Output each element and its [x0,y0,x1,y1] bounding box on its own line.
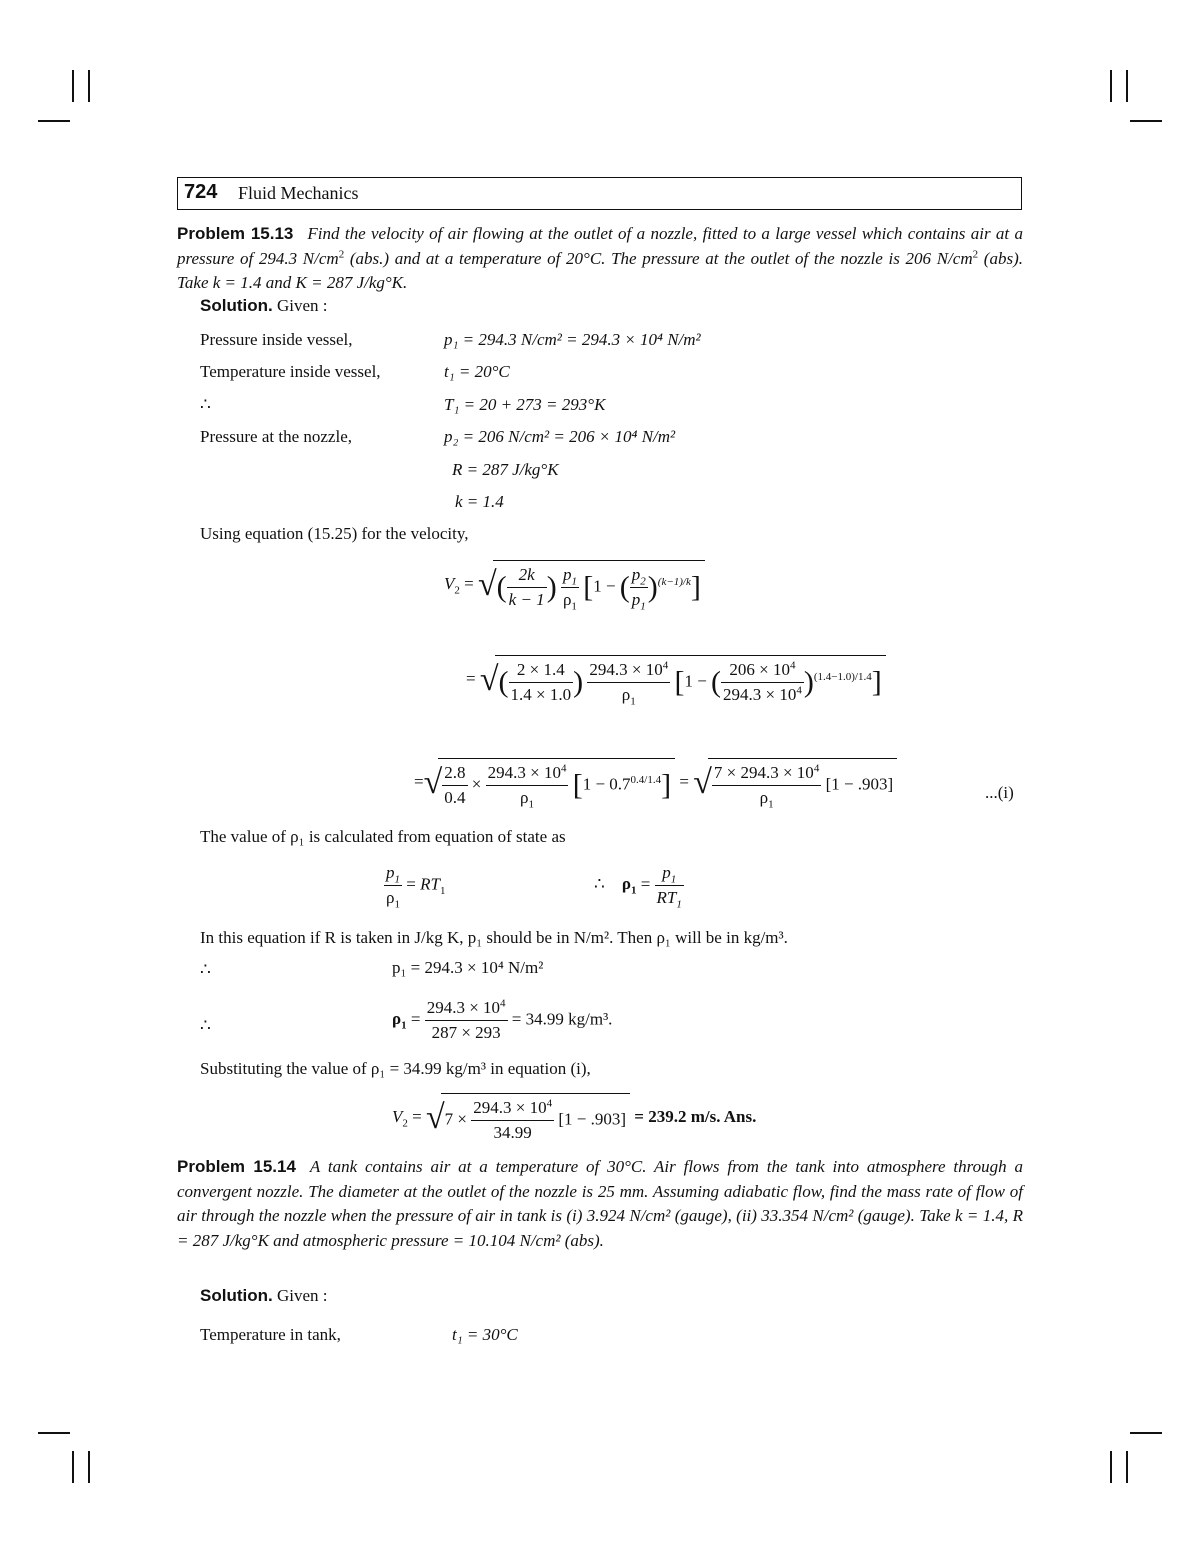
problem-15-14-statement [177,1155,1023,1253]
given-label: Given : [276,1286,328,1305]
temperature-label: Temperature in tank, [200,1325,341,1344]
given-value-0: p₁ = 294.3 N/cm² = 294.3 × 10⁴ N/m² [444,330,701,349]
given-label: Given : [276,296,328,315]
given-label-0: Pressure inside vessel, [200,330,353,349]
crop-mark [38,1432,70,1434]
statement-text: A tank contains air at a temperature of 30°C. Air flows from the tank into atmosphere through a convergent nozzle. The diameter at the outlet of the nozzle is 25 mm. Assuming adiabatic flow, find the mass rate of flow of air through the nozzle when the pressure of air in tank is (i) 3.924 N/cm² (gauge), (ii) 33.354 N/cm² (gauge). Take k = 1.4, R = 287 J/kg°K and atmospheric pressure = 10.104 N/cm² (abs). [177,1157,1023,1250]
density-result: = 34.99 kg/m³. [511,1009,613,1029]
therefore-symbol: ∴ [200,1016,211,1035]
crop-mark [1126,70,1128,102]
crop-mark [1130,1432,1162,1434]
crop-mark [38,120,70,122]
equation-of-state: $\frac{p_1}{\rho_1}$ = $RT_1$ [386,863,446,911]
solution-heading [200,1286,328,1306]
statement-part: Find the velocity of air flowing at the outlet of a nozzle, fitted to a large vessel which contains air at a pressure of 294.3 N/cm [177,224,1024,268]
crop-mark [72,70,74,102]
rho-intro-text: The value of ρ₁ is calculated from equation of state as [200,827,566,846]
given-value-3: p₂ = 206 N/cm² = 206 × 10⁴ N/m² [444,427,676,446]
density-calculation: $\rho_1$ = $\frac{294.3 \times 10^4}{287 \times 293}$ = 34.99 kg/m³. [392,997,613,1042]
crop-mark [1126,1451,1128,1483]
crop-mark [88,1451,90,1483]
solution-label: Solution. [200,296,273,315]
given-value-5: k = 1.4 [455,492,504,511]
given-value-2: T₁ = 20 + 273 = 293°K [444,395,606,414]
final-answer: = 239.2 m/s. Ans. [634,1106,757,1126]
crop-mark [1130,120,1162,122]
statement-part: (abs.) and at a temperature of 20°C. The pressure at the outlet of the nozzle is 206 N/cm [344,248,973,268]
equation-tag: ...(i) [985,783,1014,802]
given-label-1: Temperature inside vessel, [200,362,381,381]
book-title: Fluid Mechanics [238,183,359,203]
problem-label: Problem 15.13 [177,224,294,243]
velocity-substitution: = √( $\frac{2 \times 1.4}{1.4 \times 1.0}$ ) $\frac{294.3 \times 10^4}{\rho_1}$ [1 − ( $\frac{206 \times 10^4}{294.3 \times 10^4}$ )$^{(1.4-1.0)/1.4}$] [466,655,886,705]
crop-mark [1110,70,1112,102]
superscript: 2 [972,247,979,260]
using-equation-text: Using equation (15.25) for the velocity, [200,524,469,543]
given-label-2: ∴ [200,395,211,414]
given-value-4: R = 287 J/kg°K [452,460,559,479]
running-header [177,177,1022,210]
temperature-value: t₁ = 30°C [452,1325,518,1344]
solution-label: Solution. [200,1286,273,1305]
crop-mark [1110,1451,1112,1483]
solution-heading [200,296,328,316]
given-value-1: t₁ = 20°C [444,362,510,381]
problem-15-13-statement [177,222,1023,296]
therefore-symbol: ∴ [200,960,211,979]
final-velocity: $V_2 = √7$ × $\frac{294.3 \times 10^4}{34.99}$ [1 − .903] = 239.2 m/s. Ans. [392,1093,756,1143]
crop-mark [88,70,90,102]
statement-part: (abs). Take k = 1.4 and K = 287 J/kg°K. [177,248,1023,292]
velocity-simplified: =√ $\frac{2.8}{0.4}$ × $\frac{294.3 \times 10^4}{\rho_1}$ $[1 - 0.7^{0.4/1.4}]$ = √ $\frac{7 \times 294.3 \times 10^4}{\rho_1}$ [1 − .903] [414,758,897,808]
problem-label: Problem 15.14 [177,1157,296,1176]
crop-mark [72,1451,74,1483]
superscript: 2 [338,247,345,260]
given-label-3: Pressure at the nozzle, [200,427,352,446]
units-note: In this equation if R is taken in J/kg K, p₁ should be in N/m². Then ρ₁ will be in kg/m³. [200,928,788,947]
velocity-formula: $V_2$ = √( $\frac{2k}{k - 1}$ ) $\frac{p_1}{\rho_1}$ [1 − ( $\frac{p_2}{p_1}$ )$^{(k-1)/k}$] [444,560,705,610]
density-formula: ∴ $\rho_1$ = $\frac{p_1}{RT_1}$ [594,863,682,911]
p1-value: p₁ = 294.3 × 10⁴ N/m² [392,958,544,977]
substitution-text: Substituting the value of ρ₁ = 34.99 kg/m³ in equation (i), [200,1059,591,1078]
page-number: 724 [184,181,218,203]
